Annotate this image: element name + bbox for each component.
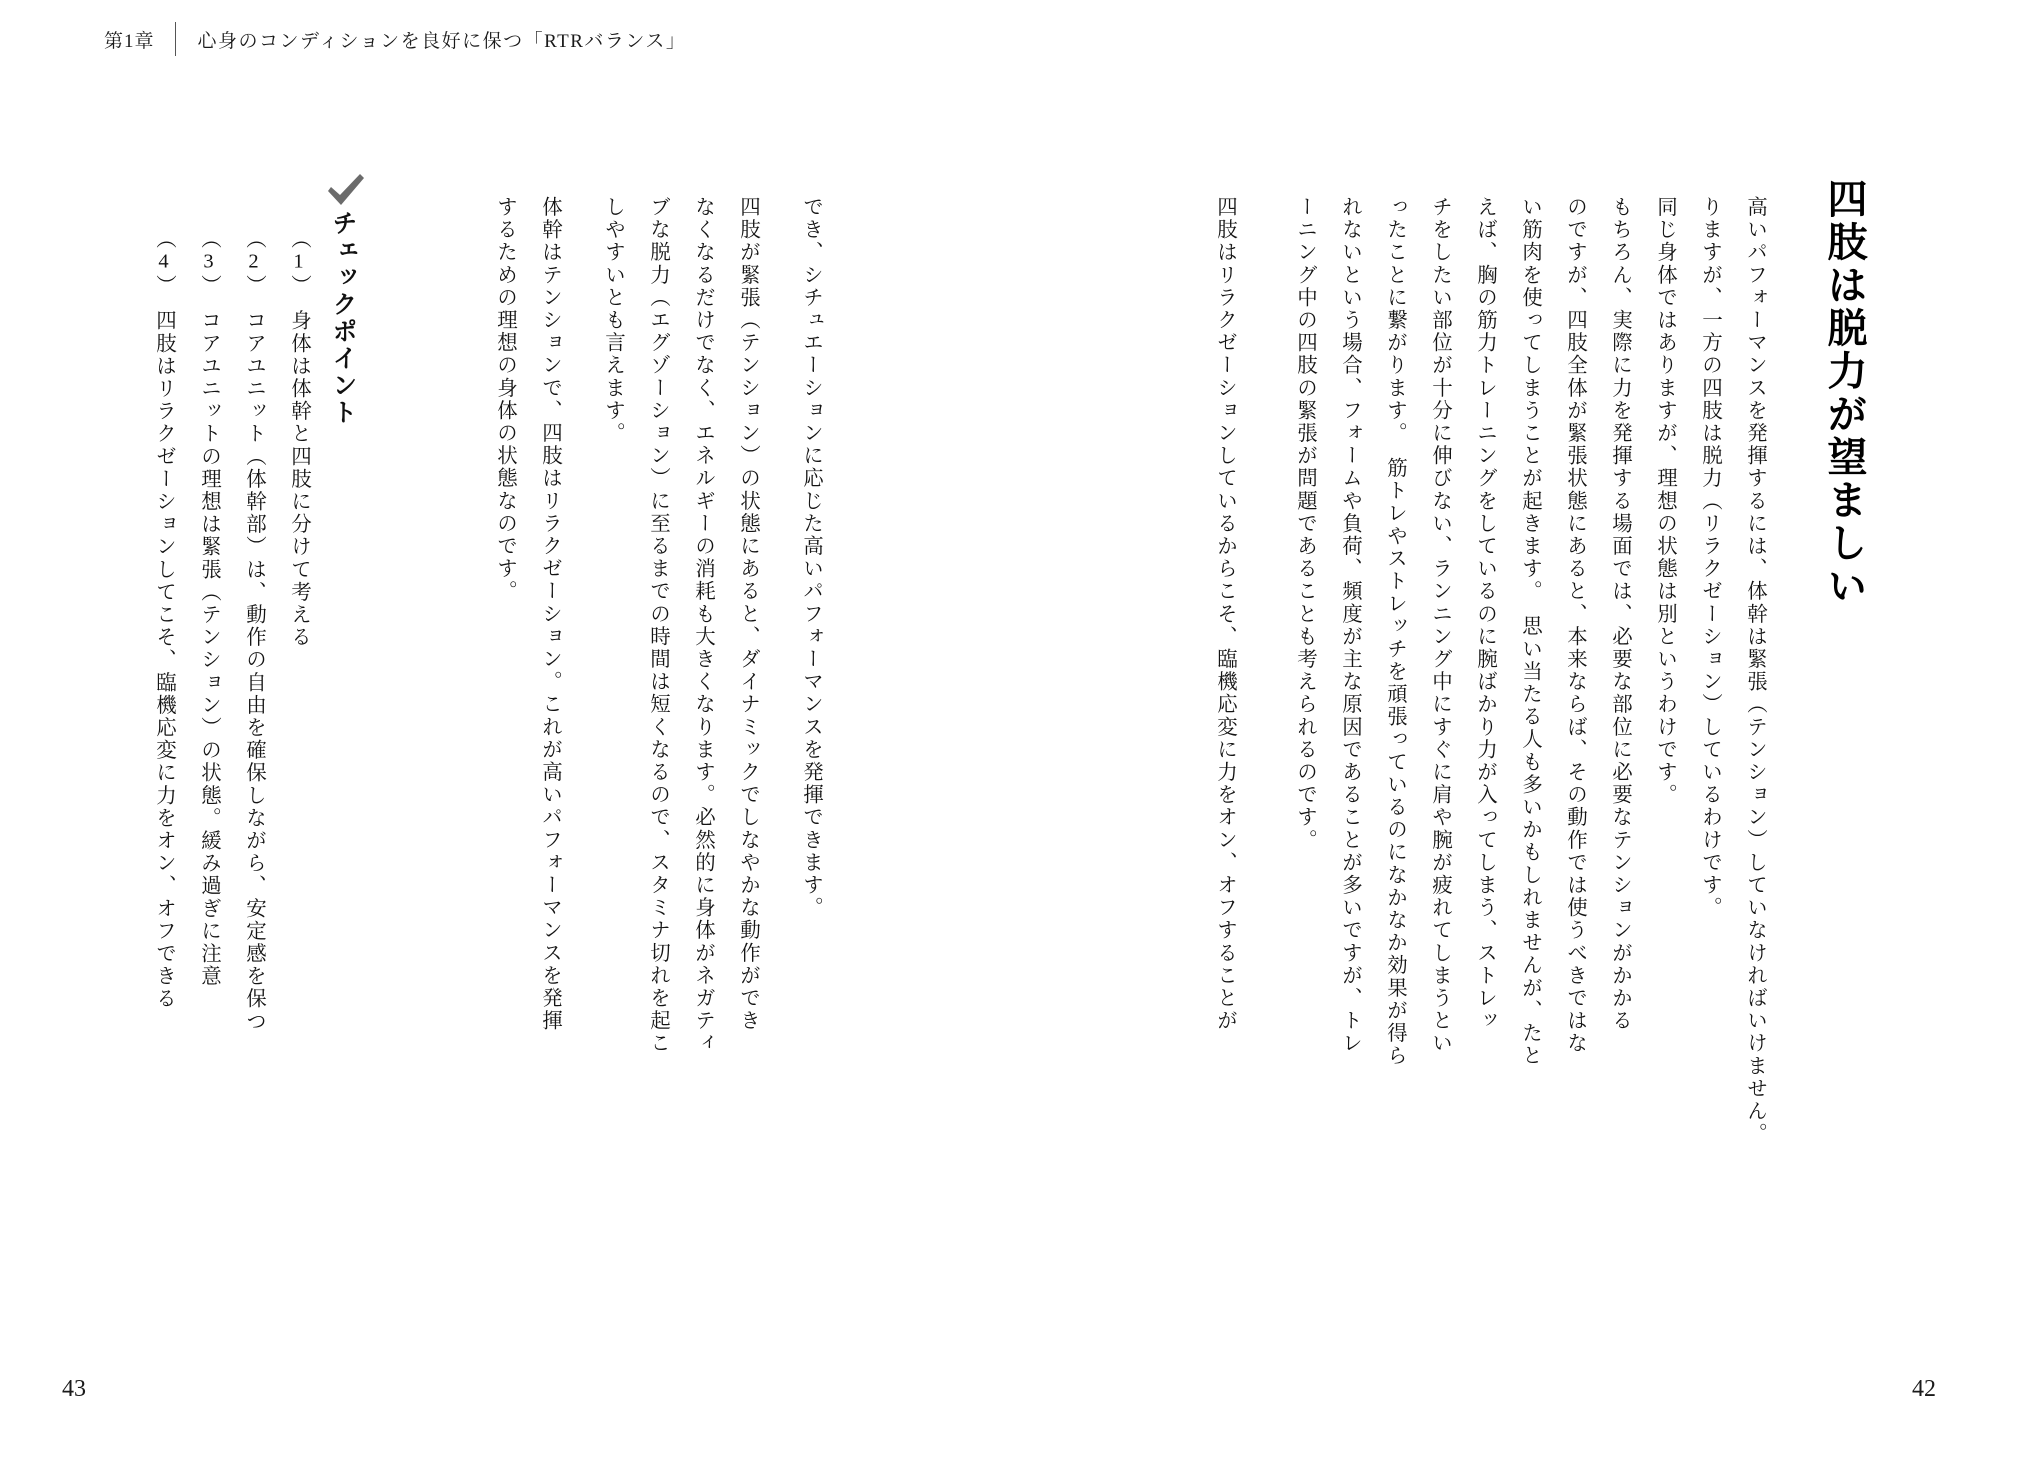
right-page-paragraph: 高いパフォーマンスを発揮するには、体幹は緊張（テンション）していなければいけません。 <box>1743 196 1766 1146</box>
left-page-paragraph: でき、シチュエーションに応じた高いパフォーマンスを発揮できます。 <box>799 196 822 920</box>
left-page-paragraph: 四肢が緊張（テンション）の状態にあると、ダイナミックでしなやかな動作ができ <box>736 196 759 1033</box>
right-page-paragraph: れないという場合、フォームや負荷、頻度が主な原因であることが多いですが、トレ <box>1338 196 1361 1055</box>
right-page-paragraph: ーニング中の四肢の緊張が問題であることも考えられるのです。 <box>1293 196 1316 852</box>
checkpoint-heading: チェックポイント <box>329 210 357 426</box>
header-section-title: 心身のコンディションを良好に保つ「RTRバランス」 <box>197 30 687 52</box>
left-page-paragraph: 体幹はテンションで、四肢はリラクゼーション。これが高いパフォーマンスを発揮 <box>538 196 561 1033</box>
check-icon <box>326 172 366 210</box>
right-page-paragraph: チをしたい部位が十分に伸びない、ランニング中にすぐに肩や腕が疲れてしまうとい <box>1428 196 1451 1055</box>
right-page-paragraph: えば、胸の筋力トレーニングをしているのに腕ばかり力が入ってしまう、ストレッ <box>1473 196 1496 1033</box>
left-page-paragraph: するための理想の身体の状態なのです。 <box>493 196 516 603</box>
right-page-paragraph: い筋肉を使ってしまうことが起きます。 思い当たる人も多いかもしれませんが、たと <box>1518 196 1541 1068</box>
page-number-right: 42 <box>1912 1376 1936 1402</box>
checkpoint-list-item: （4） 四肢はリラクゼーションしてこそ、臨機応変に力をオン、オフできる <box>152 228 175 1011</box>
left-page-paragraph: なくなるだけでなく、エネルギーの消耗も大きくなります。必然的に身体がネガティ <box>691 196 714 1055</box>
checkpoint-list-item: （2） コアユニット（体幹部）は、動作の自由を確保しながら、安定感を保つ <box>242 228 265 1033</box>
header-chapter-label: 第1章 <box>104 30 155 52</box>
right-page-paragraph: のですが、四肢全体が緊張状態にあると、本来ならば、その動作では使うべきではな <box>1563 196 1586 1055</box>
checkpoint-list-item: （1） 身体は体幹と四肢に分けて考える <box>287 228 310 649</box>
header-divider <box>175 22 176 56</box>
checkpoint-block <box>140 180 400 1180</box>
right-page-paragraph: 同じ身体ではありますが、理想の状態は別というわけです。 <box>1653 196 1676 807</box>
right-page-paragraph: りますが、一方の四肢は脱力（リラクゼーション）しているわけです。 <box>1698 196 1721 920</box>
right-page-paragraph: もちろん、実際に力を発揮する場面では、必要な部位に必要なテンションがかかる <box>1608 196 1631 1033</box>
checkpoint-list-item: （3） コアユニットの理想は緊張（テンション）の状態。緩み過ぎに注意 <box>197 228 220 988</box>
left-page-paragraph: ブな脱力（エグゾーション）に至るまでの時間は短くなるので、スタミナ切れを起こ <box>646 196 669 1055</box>
page-title: 四肢は脱力が望ましい <box>1822 178 1866 608</box>
left-page-paragraph: しやすいとも言えます。 <box>601 196 624 445</box>
right-page-paragraph: 四肢はリラクゼーションしているからこそ、臨機応変に力をオン、オフすることが <box>1213 196 1236 1033</box>
running-header <box>104 22 686 56</box>
page-number-left: 43 <box>62 1376 86 1402</box>
right-page-paragraph: ったことに繋がります。 筋トレやストレッチを頑張っているのになかなか効果が得ら <box>1383 196 1406 1068</box>
